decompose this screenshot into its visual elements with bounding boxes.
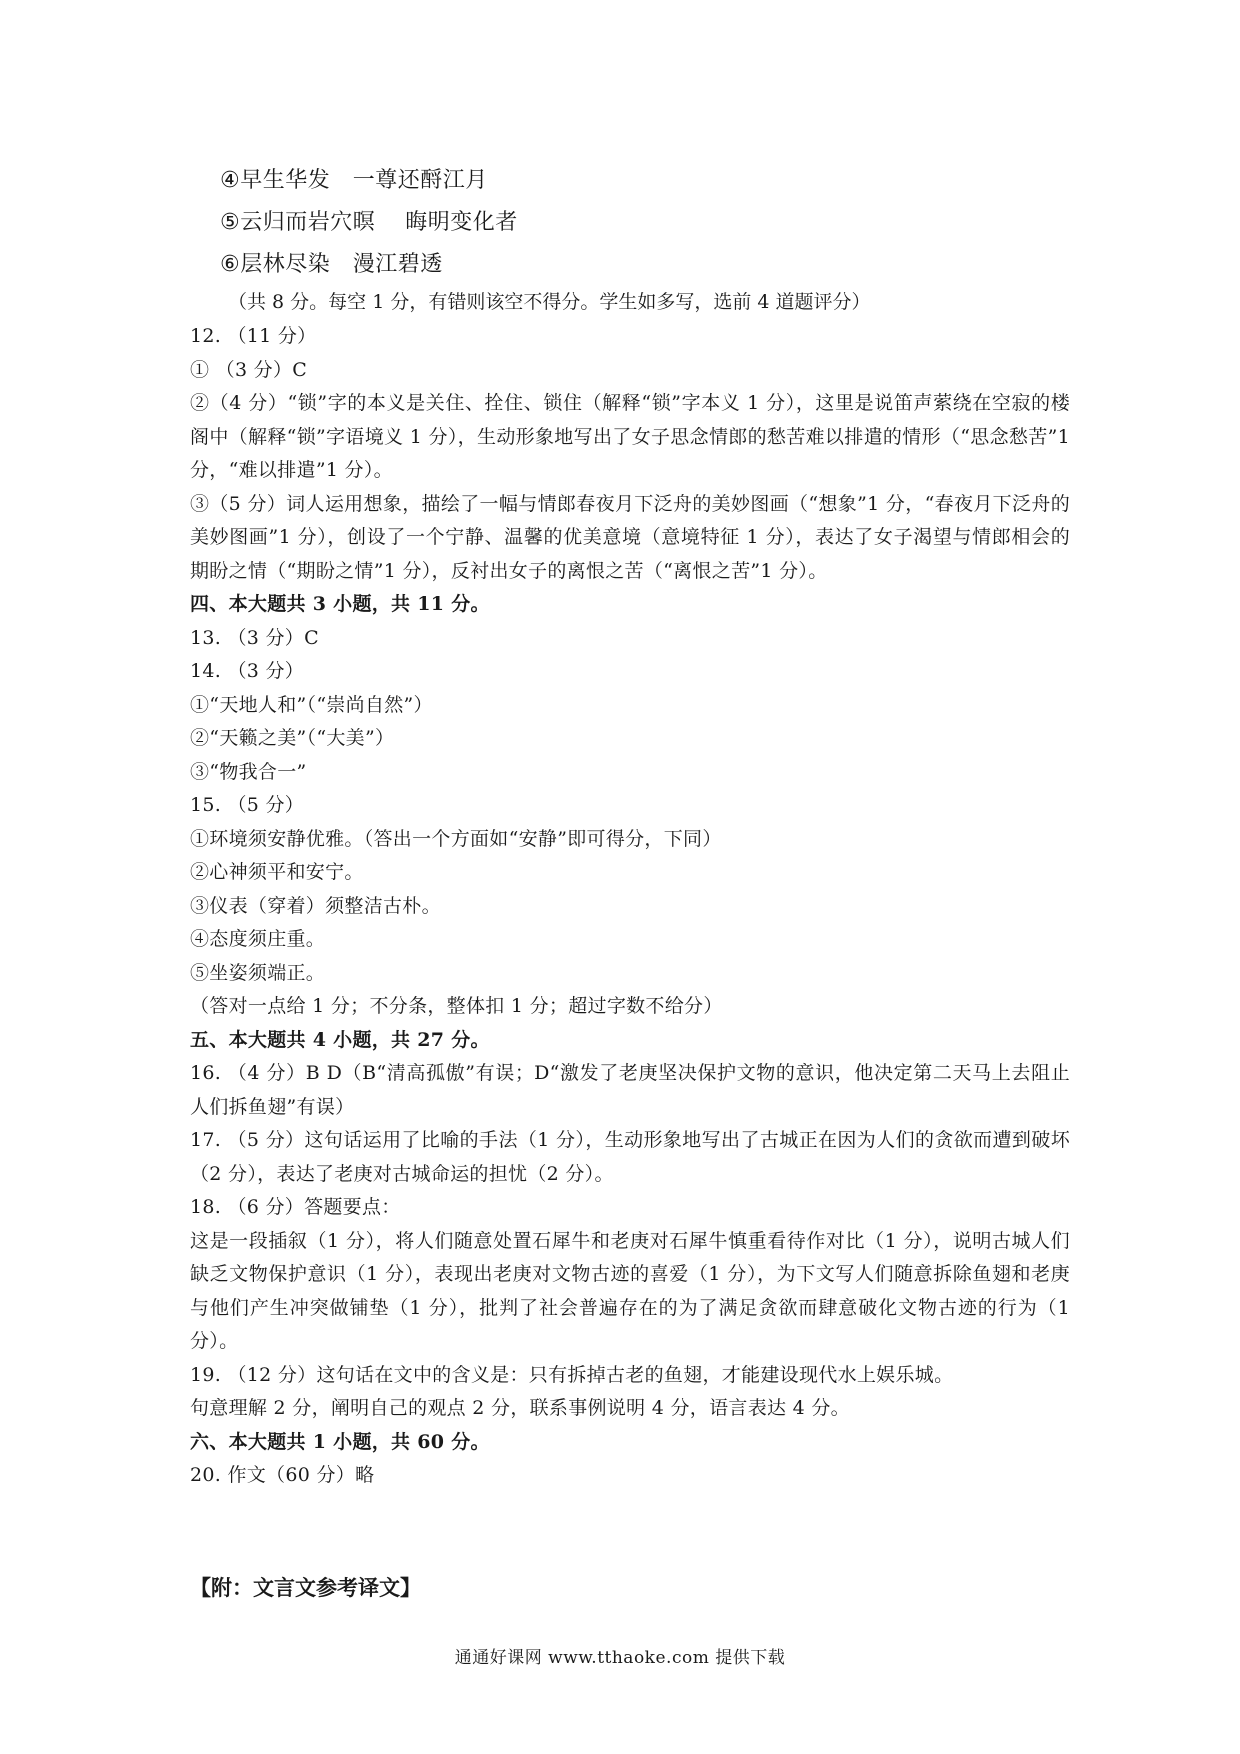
- poem-line-4: ④早生华发 一尊还酹江月: [220, 168, 488, 193]
- appendix-heading: 【附：文言文参考译文】: [190, 1576, 421, 1600]
- q14-item: ②“天籁之美”（“大美”）: [190, 727, 395, 749]
- poem-answers: [190, 160, 1070, 286]
- q15-scoring-note: （答对一点给 1 分；不分条，整体扣 1 分；超过字数不给分）: [190, 995, 723, 1017]
- q16-answer: 16. （4 分）B D（B“清高孤傲”有误；D“激发了老庚坚决保护文物的意识，他决定第二天马上去阻止人们拆鱼翅”有误）: [190, 1062, 1070, 1118]
- q15-item: ①环境须安静优雅。（答出一个方面如“安静”即可得分，下同）: [190, 827, 722, 850]
- q14-title: 14. （3 分）: [190, 660, 305, 682]
- q19-answer: 19. （12 分）这句话在文中的含义是：只有拆掉古老的鱼翅，才能建设现代水上娱乐城。: [190, 1363, 954, 1386]
- q14-item: ③“物我合一”: [190, 760, 307, 783]
- q18-answer: 这是一段插叙（1 分），将人们随意处置石犀牛和老庚对石犀牛慎重看待作对比（1 分），说明古城人们缺乏文物保护意识（1 分），表现出老庚对文物古迹的喜爱（1 分），为下文写人们随意拆除鱼翅和老庚与他们产生冲突做铺垫（1 分），批判了社会普遍存在的为了满足贪欲而肆意破化文物古迹的行为（1 分）。: [190, 1229, 1070, 1352]
- section-5-heading: 五、本大题共 4 小题，共 27 分。: [190, 1028, 490, 1051]
- q13-answer: 13. （3 分）C: [190, 626, 319, 649]
- page-footer: 通通好课网 www.tthaoke.com 提供下载: [454, 1648, 786, 1668]
- q12-answer-2: ②（4 分）“锁”字的本义是关住、拴住、锁住（解释“锁”字本义 1 分），这里是说笛声萦绕在空寂的楼阁中（解释“锁”字语境义 1 分），生动形象地写出了女子思念情郎的愁苦难以排遣的情形（“思念愁苦”1 分，“难以排遣”1 分）。: [190, 392, 1070, 481]
- q12-title: 12. （11 分）: [190, 325, 317, 347]
- q12-answer-3: ③（5 分）词人运用想象，描绘了一幅与情郎春夜月下泛舟的美妙图画（“想象”1 分，“春夜月下泛舟的美妙图画”1 分），创设了一个宁静、温馨的优美意境（意境特征 1 分），表达了女子渴望与情郎相会的期盼之情（“期盼之情”1 分），反衬出女子的离恨之苦（“离恨之苦”1 分）。: [190, 492, 1070, 582]
- q15-item: ④态度须庄重。: [190, 928, 326, 950]
- q14-item: ①“天地人和”（“崇尚自然”）: [190, 693, 433, 716]
- q19-scoring-note: 句意理解 2 分，阐明自己的观点 2 分，联系事例说明 4 分，语言表达 4 分。: [190, 1397, 850, 1419]
- q20-answer: 20. 作文（60 分）略: [190, 1464, 375, 1486]
- answer-content: [190, 160, 1070, 1493]
- poem-line-6: ⑥层林尽染 漫江碧透: [220, 252, 443, 277]
- poem-line-5: ⑤云归而岩穴暝 晦明变化者: [220, 210, 518, 235]
- section-6-heading: 六、本大题共 1 小题，共 60 分。: [190, 1430, 490, 1453]
- q12-answer-1: ① （3 分）C: [190, 358, 308, 381]
- poem-scoring-note: （共 8 分。每空 1 分，有错则该空不得分。学生如多写，选前 4 道题评分）: [228, 291, 871, 313]
- q15-item: ②心神须平和安宁。: [190, 861, 364, 883]
- q15-title: 15. （5 分）: [190, 794, 305, 816]
- q18-title: 18. （6 分）答题要点：: [190, 1196, 401, 1218]
- q15-item: ③仪表（穿着）须整洁古朴。: [190, 894, 441, 917]
- section-4-heading: 四、本大题共 3 小题，共 11 分。: [190, 593, 490, 615]
- q17-answer: 17. （5 分）这句话运用了比喻的手法（1 分），生动形象地写出了古城正在因为人们的贪欲而遭到破坏（2 分），表达了老庚对古城命运的担忧（2 分）。: [190, 1129, 1070, 1185]
- q15-item: ⑤坐姿须端正。: [190, 961, 326, 984]
